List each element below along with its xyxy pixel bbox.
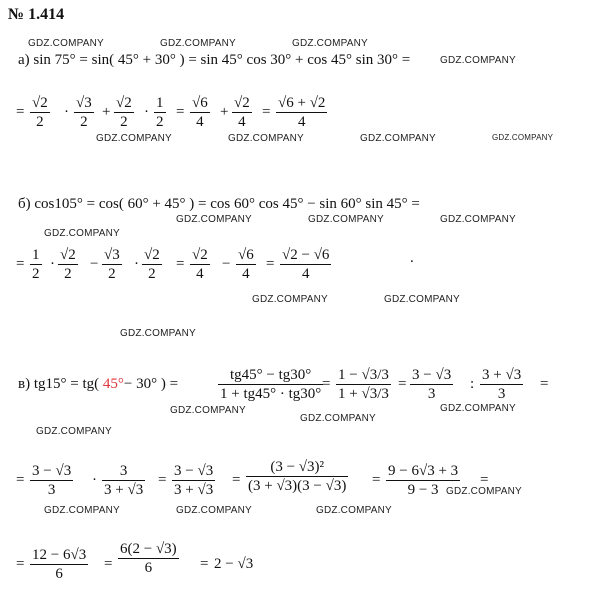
watermark: GDZ.COMPANY (440, 54, 516, 67)
fraction: $\frac{1 - √3/3}{1 + √3/3}$ (338, 367, 389, 402)
fraction: $\frac{1}{2}$ (156, 95, 164, 130)
fraction: $\frac{√2}{2}$ (32, 95, 48, 130)
watermark: GDZ.COMPANY (308, 213, 384, 226)
equals-sign: = (232, 472, 241, 488)
fraction: $\frac{3 - √3}{3}$ (412, 367, 452, 402)
plus-sign: + (102, 104, 111, 120)
watermark: GDZ.COMPANY (170, 404, 246, 417)
fraction: $\frac{1}{2}$ (32, 247, 40, 282)
fraction: $\frac{12 - 6√3}{6}$ (32, 547, 87, 582)
fraction: $\frac{√2}{4}$ (192, 247, 208, 282)
fraction: $\frac{√6}{4}$ (238, 247, 254, 282)
equals-sign: = (176, 104, 185, 120)
watermark: GDZ.COMPANY (44, 227, 120, 240)
watermark: GDZ.COMPANY (316, 504, 392, 517)
times-sign: · (92, 472, 97, 488)
fraction: $\frac{3 + √3}{3}$ (482, 367, 522, 402)
times-sign: · (134, 256, 139, 272)
fraction: $\frac{√3}{2}$ (76, 95, 92, 130)
equals-sign: = (266, 256, 275, 272)
watermark: GDZ.COMPANY (252, 293, 328, 306)
fraction: $\frac{3}{3 + √3}$ (104, 463, 144, 498)
equals-sign: = (16, 104, 25, 120)
watermark: GDZ.COMPANY (292, 37, 368, 50)
watermark: GDZ.COMPANY (228, 132, 304, 145)
times-sign: · (64, 104, 69, 120)
fraction: $\frac{√2 - √6}{4}$ (282, 247, 330, 282)
equals-sign: = (262, 104, 271, 120)
times-sign: · (50, 256, 55, 272)
watermark: GDZ.COMPANY (492, 132, 554, 143)
watermark: GDZ.COMPANY (176, 213, 252, 226)
fraction: $\frac{√3}{2}$ (104, 247, 120, 282)
equals-sign: = (540, 376, 549, 392)
fraction: $\frac{3 - √3}{3}$ (32, 463, 72, 498)
minus-sign: − (222, 256, 231, 272)
fraction: $\frac{√6 + √2}{4}$ (278, 95, 326, 130)
watermark: GDZ.COMPANY (96, 132, 172, 145)
dot-mark: . (410, 250, 414, 266)
equals-sign: = (16, 472, 25, 488)
equals-sign: = (176, 256, 185, 272)
equals-sign: = (398, 376, 407, 392)
fraction: $\frac{√2}{2}$ (144, 247, 160, 282)
fraction: $\frac{√6}{4}$ (192, 95, 208, 130)
equals-sign: = (16, 256, 25, 272)
watermark: GDZ.COMPANY (446, 485, 522, 498)
fraction: $\frac{√2}{2}$ (60, 247, 76, 282)
fraction: $\frac{√2}{4}$ (234, 95, 250, 130)
equals-sign: = (104, 556, 113, 572)
watermark: GDZ.COMPANY (36, 425, 112, 438)
equals-sign: = (372, 472, 381, 488)
equals-sign: = (200, 556, 209, 572)
equals-sign: = (322, 376, 331, 392)
final-result: 2 − √3 (214, 556, 254, 572)
plus-sign: + (220, 104, 229, 120)
fraction: $\frac{6(2 - √3)}{6}$ (120, 541, 177, 576)
fraction: $\frac{√2}{2}$ (116, 95, 132, 130)
part-b-line1: б) cos105° = cos( 60° + 45° ) = cos 60° cos 45° − sin 60° sin 45° = (18, 196, 420, 212)
watermark: GDZ.COMPANY (176, 504, 252, 517)
fraction: $\frac{tg45^\circ - tg30^\circ}{1 + tg45^\circ \cdot tg30^\circ}$ (220, 367, 322, 402)
watermark: GDZ.COMPANY (120, 327, 196, 340)
watermark: GDZ.COMPANY (384, 293, 460, 306)
fraction: $\frac{9 - 6√3 + 3}{9 - 3}$ (388, 463, 459, 498)
part-a-line1: a) sin 75° = sin( 45° + 30° ) = sin 45° cos 30° + cos 45° sin 30° = (18, 52, 411, 68)
fraction: $\frac{\text{(3 − √3)²}}{(3 + √3)(3 - √3)}$ (248, 459, 347, 494)
problem-number: № 1.414 (8, 6, 65, 23)
watermark: GDZ.COMPANY (440, 402, 516, 415)
watermark: GDZ.COMPANY (440, 213, 516, 226)
watermark: GDZ.COMPANY (360, 132, 436, 145)
colon-sign: : (470, 376, 475, 392)
watermark: GDZ.COMPANY (28, 37, 104, 50)
times-sign: · (144, 104, 149, 120)
watermark: GDZ.COMPANY (160, 37, 236, 50)
watermark: GDZ.COMPANY (300, 412, 376, 425)
watermark: GDZ.COMPANY (44, 504, 120, 517)
part-c-line1: в) tg15° = tg( 45°− 30° ) = (18, 376, 179, 392)
equals-sign: = (16, 556, 25, 572)
minus-sign: − (90, 256, 99, 272)
equals-sign: = (158, 472, 167, 488)
highlighted-angle: 45° (102, 376, 124, 392)
fraction: $\frac{3 - √3}{3 + √3}$ (174, 463, 214, 498)
equals-sign: = (480, 472, 489, 488)
